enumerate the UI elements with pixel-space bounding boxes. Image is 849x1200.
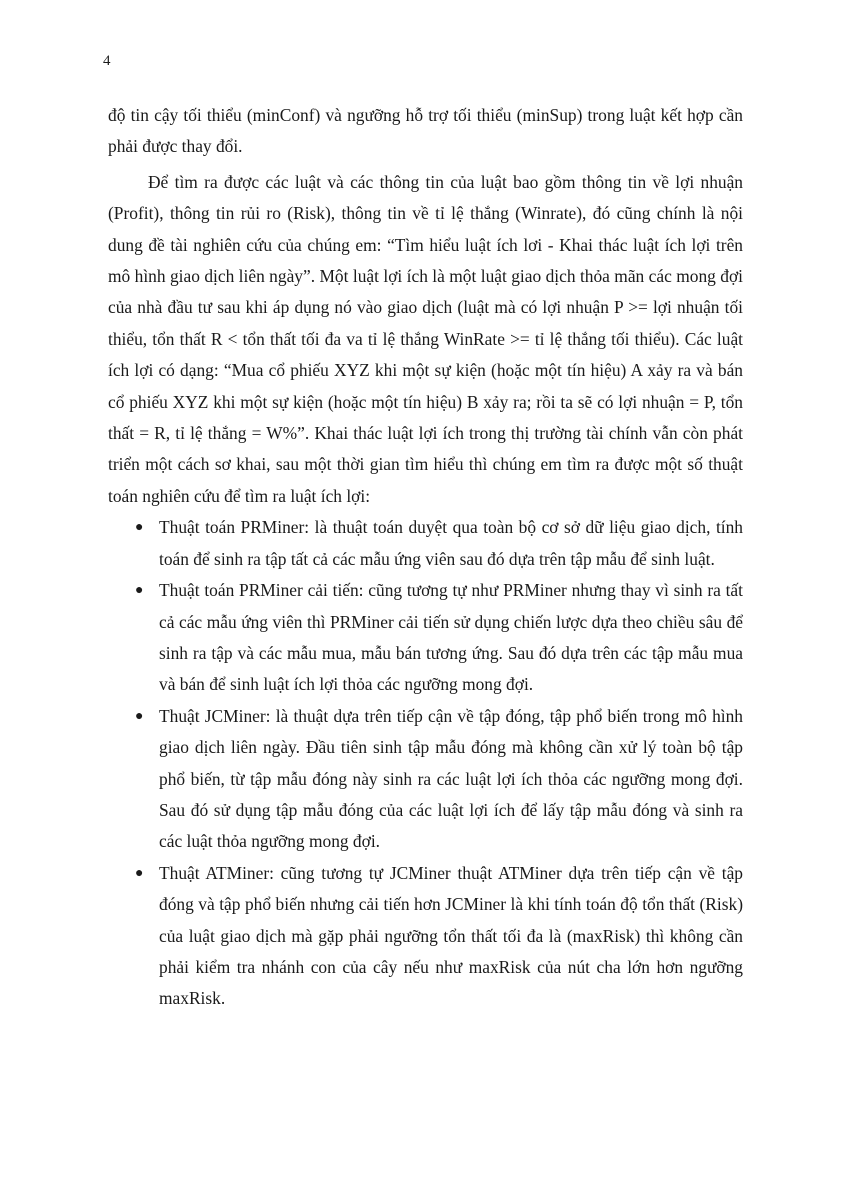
bullet-icon: ● [135, 520, 144, 536]
list-item-text: Thuật JCMiner: là thuật dựa trên tiếp cận về tập đóng, tập phổ biến trong mô hình giao dịch liên ngày. Đầu tiên sinh tập mẫu đóng mà không cần xử lý toàn bộ tập phổ biến, từ tập mẫu đóng này sinh ra các luật lợi ích thỏa các ngưỡng mong đợi. Sau đó sử dụng tập mẫu đóng của các luật lợi ích để lấy tập mẫu đóng và sinh ra các luật thỏa ngưỡng mong đợi. [159, 705, 743, 852]
algorithm-list [108, 512, 743, 1015]
list-item [135, 575, 743, 701]
list-item [135, 858, 743, 1015]
page-number: 4 [103, 53, 111, 69]
list-item-text: Thuật ATMiner: cũng tương tự JCMiner thuật ATMiner dựa trên tiếp cận về tập đóng và tập phổ biến nhưng cải tiến hơn JCMiner là khi tính toán độ tổn thất (Risk) của luật giao dịch mà gặp phải ngưỡng tổn thất tối đa là (maxRisk) thì không cần phải kiểm tra nhánh con của cây nếu như maxRisk của nút cha lớn hơn ngưỡng maxRisk. [159, 862, 743, 1009]
paragraph-continuation: độ tin cậy tối thiểu (minConf) và ngưỡng hỗ trợ tối thiểu (minSup) trong luật kết hợp cần phải được thay đổi. [108, 105, 743, 157]
list-item-text: Thuật toán PRMiner cải tiến: cũng tương tự như PRMiner nhưng thay vì sinh ra tất cả các mẫu ứng viên thì PRMiner cải tiến sử dụng chiến lược dựa theo chiều sâu để sinh ra tập và các mẫu mua, mẫu bán tương ứng. Sau đó dựa trên các tập mẫu mua và bán để sinh luật ích lợi thỏa các ngưỡng mong đợi. [159, 580, 743, 695]
bullet-icon: ● [135, 583, 144, 599]
document-body [108, 100, 743, 1015]
paragraph-intro: Để tìm ra được các luật và các thông tin của luật bao gồm thông tin về lợi nhuận (Profit), thông tin rủi ro (Risk), thông tin về tỉ lệ thắng (Winrate), đó cũng chính là nội dung đề tài nghiên cứu của chúng em: “Tìm hiểu luật ích lơi - Khai thác luật ích lợi trên mô hình giao dịch liên ngày”. Một luật lợi ích là một luật giao dịch thỏa mãn các mong đợi của nhà đầu tư sau khi áp dụng nó vào giao dịch (luật mà có lợi nhuận P >= lợi nhuận tối thiểu, tổn thất R < tổn thất tối đa va tỉ lệ thắng WinRate >= tỉ lệ thắng tối thiểu). Các luật ích lợi có dạng: “Mua cổ phiếu XYZ khi một sự kiện (hoặc một tín hiệu) A xảy ra và bán cổ phiếu XYZ khi một sự kiện (hoặc một tín hiệu) B xảy ra; rồi ta sẽ có lợi nhuận = P, tổn thất = R, tỉ lệ thắng = W%”. Khai thác luật lợi ích trong thị trường tài chính vẫn còn phát triển một cách sơ khai, sau một thời gian tìm hiểu thì chúng em tìm ra được một số thuật toán nghiên cứu để tìm ra luật ích lợi: [108, 171, 743, 506]
list-item [135, 512, 743, 575]
list-item [135, 701, 743, 858]
list-item-text: Thuật toán PRMiner: là thuật toán duyệt qua toàn bộ cơ sở dữ liệu giao dịch, tính toán để sinh ra tập tất cả các mẫu ứng viên sau đó dựa trên tập mẫu để sinh luật. [159, 517, 743, 569]
bullet-icon: ● [135, 865, 144, 881]
bullet-icon: ● [135, 708, 144, 724]
